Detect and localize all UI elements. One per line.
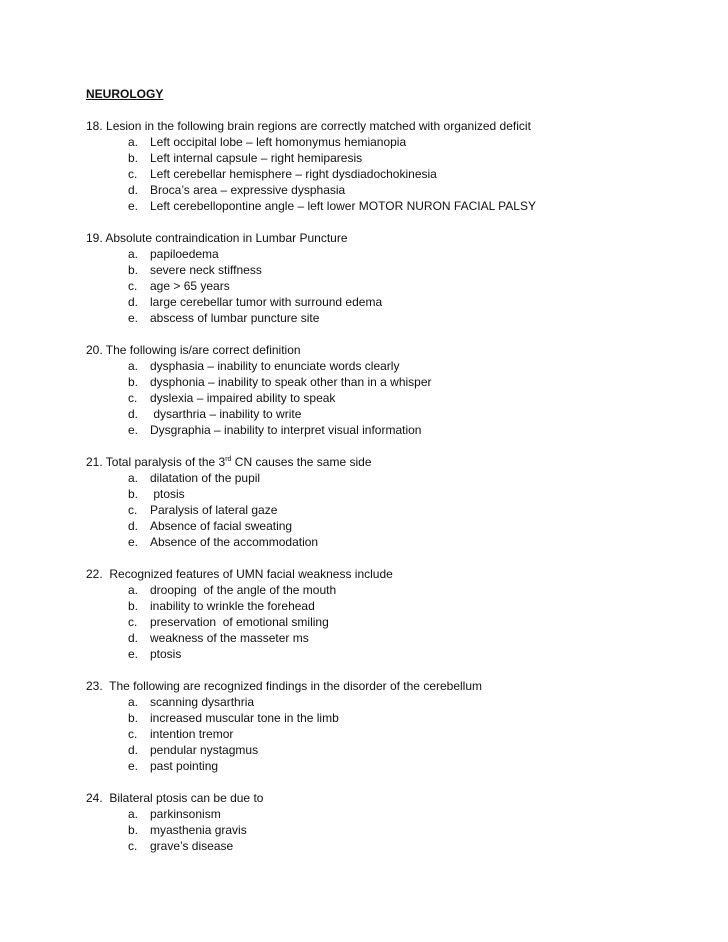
question-stem: 19. Absolute contraindication in Lumbar Puncture: [86, 231, 348, 245]
option-text: Left cerebellopontine angle – left lower MOTOR NURON FACIAL PALSY: [150, 199, 536, 213]
option-letter: e.: [128, 759, 139, 773]
option-text: parkinsonism: [150, 807, 221, 821]
option-item: [86, 486, 706, 502]
option-letter: a.: [128, 247, 139, 261]
option-item: [86, 150, 706, 166]
option-item: [86, 502, 706, 518]
option-letter: d.: [128, 631, 139, 645]
option-list: [86, 694, 706, 774]
option-item: [86, 838, 706, 854]
option-letter: b.: [128, 151, 139, 165]
option-list: [86, 358, 706, 438]
option-letter: c.: [128, 167, 138, 181]
option-text: grave’s disease: [150, 839, 234, 853]
option-text: intention tremor: [150, 727, 234, 741]
option-text: ptosis: [150, 647, 182, 661]
option-letter: d.: [128, 295, 139, 309]
question-23: [86, 678, 706, 774]
question-stem: 24. Bilateral ptosis can be due to: [86, 791, 264, 805]
option-item: [86, 310, 706, 326]
option-item: [86, 646, 706, 662]
option-item: [86, 694, 706, 710]
option-list: [86, 134, 706, 214]
option-text: scanning dysarthria: [150, 695, 255, 709]
option-letter: b.: [128, 375, 139, 389]
option-text: Left occipital lobe – left homonymus hemianopia: [150, 135, 407, 149]
option-text: severe neck stiffness: [150, 263, 262, 277]
option-letter: b.: [128, 711, 139, 725]
option-list: [86, 806, 706, 854]
question-22: [86, 566, 706, 662]
option-item: [86, 358, 706, 374]
option-text: Left internal capsule – right hemiparesis: [150, 151, 363, 165]
option-item: [86, 470, 706, 486]
option-item: [86, 582, 706, 598]
question-stem: 18. Lesion in the following brain regions are correctly matched with organized deficit: [86, 119, 531, 133]
option-item: [86, 758, 706, 774]
option-text: Dysgraphia – inability to interpret visual information: [150, 423, 422, 437]
option-item: [86, 278, 706, 294]
option-item: [86, 422, 706, 438]
option-list: [86, 470, 706, 550]
question-21: [86, 454, 706, 550]
option-letter: a.: [128, 135, 139, 149]
option-text: inability to wrinkle the forehead: [150, 599, 315, 613]
option-text: drooping of the angle of the mouth: [150, 583, 337, 597]
option-text: weakness of the masseter ms: [150, 631, 309, 645]
option-item: [86, 822, 706, 838]
option-text: myasthenia gravis: [150, 823, 247, 837]
option-text: dyslexia – impaired ability to speak: [150, 391, 336, 405]
question-stem-after: CN causes the same side: [231, 455, 372, 469]
option-text: abscess of lumbar puncture site: [150, 311, 320, 325]
question-19: [86, 230, 706, 326]
question-stem: 23. The following are recognized findings in the disorder of the cerebellum: [86, 679, 483, 693]
option-text: age > 65 years: [150, 279, 230, 293]
option-text: dysphasia – inability to enunciate words clearly: [150, 359, 400, 373]
question-stem: 22. Recognized features of UMN facial weakness include: [86, 567, 393, 581]
option-letter: a.: [128, 583, 139, 597]
option-item: [86, 198, 706, 214]
option-text: Absence of facial sweating: [150, 519, 293, 533]
option-item: [86, 742, 706, 758]
option-letter: c.: [128, 503, 138, 517]
option-text: ptosis: [150, 487, 185, 501]
question-24: [86, 790, 706, 854]
option-letter: c.: [128, 615, 138, 629]
option-item: [86, 246, 706, 262]
option-letter: e.: [128, 423, 139, 437]
option-list: [86, 246, 706, 326]
question-18: [86, 118, 706, 214]
section-heading: NEUROLOGY: [86, 87, 164, 101]
option-item: [86, 166, 706, 182]
option-item: [86, 406, 706, 422]
option-item: [86, 294, 706, 310]
option-letter: c.: [128, 727, 138, 741]
option-text: preservation of emotional smiling: [150, 615, 329, 629]
option-letter: a.: [128, 359, 139, 373]
option-letter: d.: [128, 743, 139, 757]
option-item: [86, 630, 706, 646]
option-item: [86, 534, 706, 550]
option-item: [86, 710, 706, 726]
option-text: large cerebellar tumor with surround edema: [150, 295, 383, 309]
option-item: [86, 374, 706, 390]
option-letter: d.: [128, 183, 139, 197]
option-letter: b.: [128, 263, 139, 277]
option-item: [86, 262, 706, 278]
question-stem-superscript: rd: [225, 456, 232, 463]
question-stem: [86, 454, 706, 470]
option-item: [86, 726, 706, 742]
option-letter: a.: [128, 695, 139, 709]
option-text: Left cerebellar hemisphere – right dysdiadochokinesia: [150, 167, 437, 181]
option-text: Absence of the accommodation: [150, 535, 319, 549]
option-text: papiloedema: [150, 247, 219, 261]
option-item: [86, 806, 706, 822]
option-text: Paralysis of lateral gaze: [150, 503, 278, 517]
option-item: [86, 614, 706, 630]
question-stem: 20. The following is/are correct definition: [86, 343, 301, 357]
option-item: [86, 518, 706, 534]
option-item: [86, 598, 706, 614]
option-text: increased muscular tone in the limb: [150, 711, 339, 725]
option-letter: e.: [128, 199, 139, 213]
option-letter: e.: [128, 535, 139, 549]
option-letter: e.: [128, 311, 139, 325]
option-letter: a.: [128, 471, 139, 485]
option-letter: e.: [128, 647, 139, 661]
option-letter: a.: [128, 807, 139, 821]
option-item: [86, 134, 706, 150]
option-letter: c.: [128, 839, 138, 853]
option-letter: b.: [128, 823, 139, 837]
option-letter: b.: [128, 487, 139, 501]
question-20: [86, 342, 706, 438]
option-text: past pointing: [150, 759, 219, 773]
option-text: dilatation of the pupil: [150, 471, 261, 485]
option-text: dysarthria – inability to write: [150, 407, 302, 421]
option-letter: d.: [128, 407, 139, 421]
question-stem-before: 21. Total paralysis of the 3: [86, 455, 226, 469]
option-letter: c.: [128, 279, 138, 293]
option-list: [86, 582, 706, 662]
option-letter: d.: [128, 519, 139, 533]
option-item: [86, 390, 706, 406]
option-text: dysphonia – inability to speak other than in a whisper: [150, 375, 432, 389]
option-letter: b.: [128, 599, 139, 613]
option-text: pendular nystagmus: [150, 743, 259, 757]
option-letter: c.: [128, 391, 138, 405]
option-item: [86, 182, 706, 198]
option-text: Broca’s area – expressive dysphasia: [150, 183, 346, 197]
